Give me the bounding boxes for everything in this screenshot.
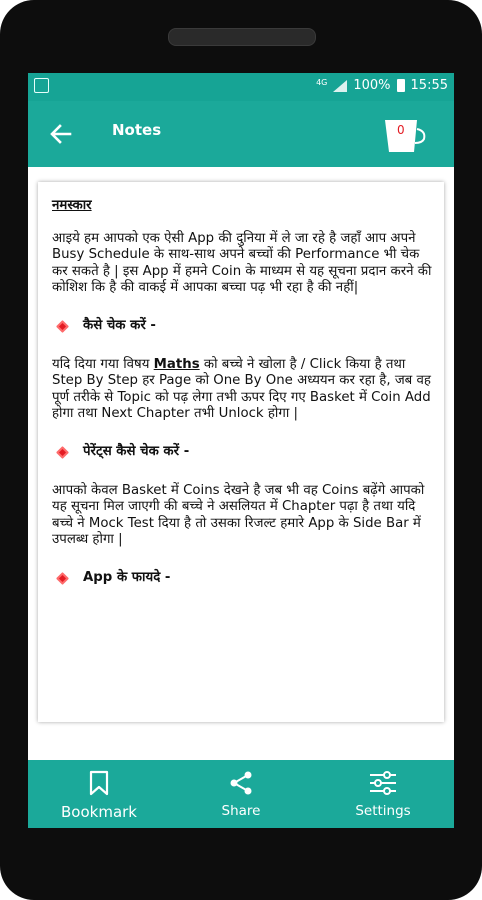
battery-icon: [397, 79, 405, 92]
section-title: App के फायदे -: [83, 569, 171, 585]
diamond-bullet-icon: [56, 320, 69, 333]
share-label: Share: [221, 803, 261, 819]
subject-name: Maths: [153, 356, 200, 372]
speaker-grille: [168, 28, 316, 46]
network-type: 4G: [316, 78, 328, 87]
settings-sliders-icon: [368, 770, 398, 796]
app-screen: [28, 73, 454, 828]
how-to-check-paragraph: [52, 357, 432, 423]
battery-percent: 100%: [353, 78, 391, 93]
back-arrow-icon: [48, 121, 74, 147]
settings-tab[interactable]: [312, 760, 454, 828]
bookmark-tab[interactable]: [28, 760, 170, 828]
settings-label: Settings: [355, 803, 411, 819]
section-app-benefits: [52, 570, 432, 587]
parents-check-paragraph: आपको केवल Basket में Coins देखने है जब भी वह Coins बढ़ेंगे आपको यह सूचना मिल जाएगी की बच्चे ने असलियत में Chapter पढ़ा है तथा यदि बच्चे ने Mock Test दिया है तो उसका रिजल्ट हमारे App के Side Bar में उपलब्ध होगा |: [52, 482, 425, 548]
diamond-bullet-icon: [56, 446, 69, 459]
basket-button[interactable]: [383, 117, 427, 155]
back-button[interactable]: [48, 121, 74, 147]
clock: 15:55: [410, 78, 448, 93]
section-how-to-check: [52, 318, 432, 335]
basket-icon: [383, 117, 427, 155]
status-right: [316, 78, 448, 93]
app-toolbar: [28, 101, 454, 167]
text-fragment: यदि दिया गया विषय: [52, 356, 154, 372]
section-title: पेरेंट्स कैसे चेक करें -: [83, 443, 190, 459]
bookmark-label: Bookmark: [61, 803, 137, 821]
share-icon: [228, 770, 254, 796]
text-fragment: को बच्चे ने खोला है / Click किया है तथा Step By Step हर Page को One By One अध्ययन कर रहा है, जब वह पूर्ण तरीके से Topic को पढ़ लेगा तभी ऊपर दिए गए Basket में Coin Add होगा तथा Next Chapter तभी Unlock होगा |: [52, 356, 431, 422]
bottom-navigation: [28, 760, 454, 828]
page-title: Notes: [112, 121, 162, 139]
notes-content: [52, 190, 432, 609]
notes-scroll-area[interactable]: [34, 176, 446, 716]
section-title: कैसे चेक करें -: [83, 317, 156, 333]
bookmark-icon: [88, 770, 110, 796]
status-bar: [28, 73, 454, 101]
intro-paragraph: आइये हम आपको एक ऐसी App की दुनिया में ले जा रहे है जहाँ आप अपने Busy Schedule के साथ-साथ अपने बच्चों की Performance भी चेक कर सकते है | इस App में हमने Coin के माध्यम से यह सूचना प्रदान करने की कोशिश कि है की वाकई में आपका बच्चा पढ़ भी रहा है की नहीं|: [52, 230, 432, 296]
notes-card: [38, 182, 444, 722]
diamond-bullet-icon: [56, 572, 69, 585]
signal-icon: [333, 80, 347, 92]
section-parents-check: [52, 444, 432, 461]
greeting-heading: नमस्कार: [52, 198, 92, 213]
basket-count: 0: [397, 123, 405, 137]
app-notification-icon: [34, 78, 49, 93]
share-tab[interactable]: [170, 760, 312, 828]
